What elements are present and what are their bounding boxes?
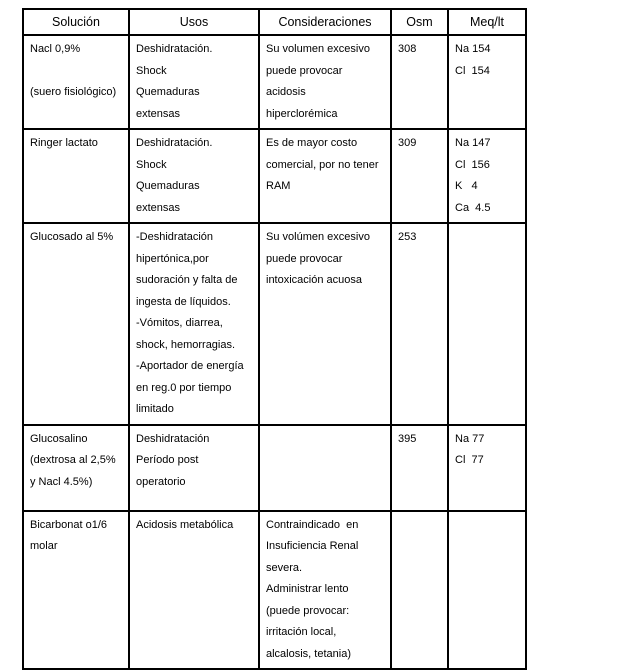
cell-line: Período post: [136, 454, 199, 466]
table-body: [23, 35, 526, 669]
cell-solucion: [23, 425, 129, 511]
cell-line: Deshidratación.: [136, 137, 213, 149]
cell-line: Shock: [136, 158, 167, 171]
cell-line: Administrar lento: [266, 583, 349, 595]
cell-line: (puede provocar:: [266, 604, 350, 617]
cell-line: 395: [398, 432, 417, 445]
cell-line: puede provocar: [266, 64, 343, 77]
cell-solucion: [23, 223, 129, 425]
cell-line: -Aportador de energía: [136, 360, 244, 372]
cell-line: Ringer lactato: [30, 137, 98, 149]
cell-osm: [391, 35, 448, 129]
cell-line: hiperclorémica: [266, 107, 338, 120]
cell-line: -Deshidratación: [136, 231, 214, 243]
cell-solucion: [23, 35, 129, 129]
table-row: [23, 425, 526, 511]
cell-line: [30, 61, 124, 83]
cell-line: Es de mayor costo: [266, 137, 358, 149]
table-row: [23, 35, 526, 129]
cell-osm: [391, 223, 448, 425]
cell-line: y Nacl 4.5%): [30, 475, 93, 488]
cell-line: intoxicación acuosa: [266, 274, 363, 286]
cell-line: -Vómitos, diarrea,: [136, 317, 223, 329]
table-row: [23, 223, 526, 425]
cell-line: molar: [30, 540, 58, 552]
cell-line: alcalosis, tetania): [266, 647, 351, 660]
cell-consideraciones: [259, 425, 391, 511]
cell-meq: [448, 129, 526, 223]
cell-line: Bicarbonat o1/6: [30, 518, 108, 531]
column-header-meq: Meq/lt: [448, 9, 526, 35]
cell-line: (dextrosa al 2,5%: [30, 454, 116, 466]
cell-line: comercial, por no tener: [266, 158, 379, 171]
column-header-usos: Usos: [129, 9, 259, 35]
cell-consideraciones: [259, 129, 391, 223]
cell-line: Glucosado al 5%: [30, 231, 114, 243]
cell-osm: [391, 129, 448, 223]
cell-line: 309: [398, 137, 417, 149]
cell-line: shock, hemorragias.: [136, 338, 236, 351]
cell-line: Deshidratación.: [136, 43, 213, 55]
header-row: [23, 9, 526, 35]
cell-line: hipertónica,por: [136, 252, 209, 265]
cell-line: 308: [398, 43, 417, 55]
cell-line: operatorio: [136, 475, 186, 488]
cell-line: puede provocar: [266, 252, 343, 265]
cell-line: Ca 4.5: [455, 201, 491, 214]
cell-line: extensas: [136, 107, 181, 120]
cell-line: Cl 77: [455, 454, 484, 466]
cell-line: Na 77: [455, 432, 485, 445]
cell-line: Su volúmen excesivo: [266, 231, 370, 243]
cell-line: irritación local,: [266, 626, 337, 638]
cell-line: K 4: [455, 180, 478, 192]
cell-line: ingesta de líquidos.: [136, 295, 231, 308]
cell-osm: [391, 511, 448, 670]
solutions-table-container: [22, 8, 527, 670]
table-row: [23, 511, 526, 670]
solutions-table: [22, 8, 527, 670]
cell-line: acidosis: [266, 86, 306, 98]
cell-line: Contraindicado en: [266, 518, 359, 531]
cell-line: limitado: [136, 403, 174, 415]
column-header-osm: Osm: [391, 9, 448, 35]
cell-solucion: [23, 129, 129, 223]
cell-line: Cl 154: [455, 64, 490, 77]
cell-osm: [391, 425, 448, 511]
column-header-solucion: Solución: [23, 9, 129, 35]
cell-line: Quemaduras: [136, 180, 200, 192]
cell-line: RAM: [266, 180, 291, 192]
cell-line: Insuficiencia Renal: [266, 540, 359, 552]
cell-usos: [129, 223, 259, 425]
cell-line: Quemaduras: [136, 86, 200, 98]
cell-consideraciones: [259, 35, 391, 129]
table-row: [23, 129, 526, 223]
cell-line: Nacl 0,9%: [30, 43, 81, 55]
column-header-consideraciones: Consideraciones: [259, 9, 391, 35]
cell-line: sudoración y falta de: [136, 274, 238, 286]
cell-consideraciones: [259, 223, 391, 425]
cell-line: severa.: [266, 561, 303, 574]
cell-solucion: [23, 511, 129, 670]
cell-meq: [448, 425, 526, 511]
cell-meq: [448, 223, 526, 425]
cell-line: en reg.0 por tiempo: [136, 381, 232, 394]
cell-line: Deshidratación: [136, 432, 210, 445]
cell-line: extensas: [136, 201, 181, 214]
cell-usos: [129, 35, 259, 129]
cell-usos: [129, 425, 259, 511]
cell-line: Su volumen excesivo: [266, 43, 370, 55]
cell-line: Acidosis metabólica: [136, 518, 234, 531]
cell-line: Glucosalino: [30, 432, 88, 445]
cell-line: Shock: [136, 64, 167, 77]
cell-consideraciones: [259, 511, 391, 670]
cell-line: 253: [398, 231, 417, 243]
cell-line: Na 154: [455, 43, 491, 55]
cell-line: (suero fisiológico): [30, 86, 117, 98]
cell-meq: [448, 35, 526, 129]
cell-line: Cl 156: [455, 158, 490, 171]
cell-usos: [129, 511, 259, 670]
cell-usos: [129, 129, 259, 223]
cell-meq: [448, 511, 526, 670]
cell-line: Na 147: [455, 137, 491, 149]
